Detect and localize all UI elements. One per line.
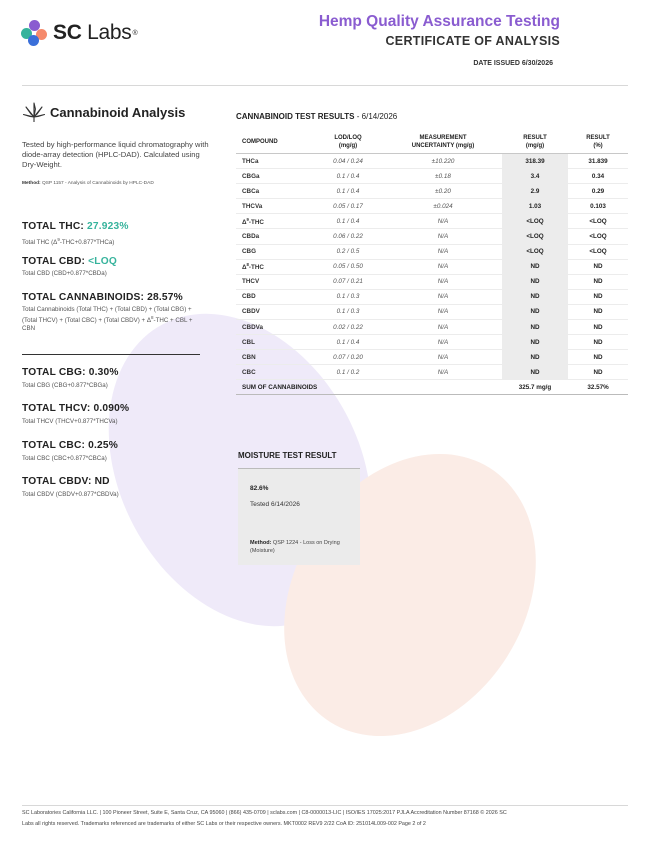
result-pct-value: ND: [568, 304, 628, 319]
compound-name: $\Delta^8$-THC: [236, 259, 312, 274]
report-subtitle: CERTIFICATE OF ANALYSIS: [385, 34, 560, 48]
sc-labs-logo: [21, 20, 138, 46]
footer-divider: [22, 805, 628, 806]
result-mg-value: 1.03: [502, 199, 568, 214]
total-cbc-formula: Total CBC (CBC+0.877*CBCa): [22, 455, 107, 462]
total-cannabinoids: TOTAL CANNABINOIDS: 28.57%: [22, 292, 183, 303]
uncertainty-value: ±0.18: [384, 169, 502, 184]
lod-loq-value: 0.1 / 0.4: [312, 169, 384, 184]
total-cbdv: TOTAL CBDV: ND: [22, 476, 110, 487]
table-row: [236, 199, 628, 214]
table-row: [236, 169, 628, 184]
uncertainty-value: N/A: [384, 350, 502, 365]
table-row: [236, 259, 628, 274]
compound-name: THCVa: [236, 199, 312, 214]
result-mg-value: 318.39: [502, 154, 568, 169]
report-title: Hemp Quality Assurance Testing: [318, 13, 560, 30]
compound-name: CBDVa: [236, 320, 312, 335]
brand-wordmark: SC Labs: [53, 21, 132, 44]
total-cbd-formula: Total CBD (CBD+0.877*CBDa): [22, 270, 107, 277]
result-mg-value: 3.4: [502, 169, 568, 184]
result-pct-value: 31.839: [568, 154, 628, 169]
date-issued: DATE ISSUED 6/30/2026: [473, 60, 553, 67]
total-thc-formula: Total THC $(\Delta^9-THC+0.877*THCa)$: [22, 237, 115, 247]
lod-loq-value: 0.1 / 0.4: [312, 214, 384, 229]
uncertainty-value: N/A: [384, 365, 502, 380]
lod-loq-value: 0.02 / 0.22: [312, 320, 384, 335]
compound-name: CBCa: [236, 184, 312, 199]
uncertainty-value: N/A: [384, 274, 502, 289]
table-row: [236, 365, 628, 380]
sum-mg: 325.7 mg/g: [502, 380, 568, 395]
total-cbc: TOTAL CBC: 0.25%: [22, 440, 119, 451]
result-pct-value: 0.29: [568, 184, 628, 199]
result-mg-value: 2.9: [502, 184, 568, 199]
total-thcv: TOTAL THCV: 0.090%: [22, 403, 130, 414]
lod-loq-value: 0.1 / 0.3: [312, 289, 384, 304]
moisture-method: Method: QSP 1224 - Loss on Drying (Moisture): [250, 540, 340, 554]
method-value: QSP 1157 - Analysis of Cannabinoids by HPLC-DAD: [42, 181, 154, 186]
result-mg-value: ND: [502, 365, 568, 380]
sc-labs-logo-mark-icon: [21, 20, 47, 46]
header-result-mg: RESULT (mg/g): [502, 132, 568, 154]
result-mg-value: ND: [502, 335, 568, 350]
total-thc-value: 27.923%: [87, 221, 129, 232]
method-label: Method:: [22, 181, 41, 186]
compound-name: $\Delta^9$-THC: [236, 214, 312, 229]
uncertainty-value: ±10.220: [384, 154, 502, 169]
lod-loq-value: 0.05 / 0.17: [312, 199, 384, 214]
table-row: [236, 184, 628, 199]
lod-loq-value: 0.1 / 0.4: [312, 335, 384, 350]
compound-name: THCV: [236, 274, 312, 289]
lod-loq-value: 0.07 / 0.20: [312, 350, 384, 365]
uncertainty-value: N/A: [384, 320, 502, 335]
result-pct-value: ND: [568, 350, 628, 365]
header-uncertainty: MEASUREMENT UNCERTAINTY (mg/g): [384, 132, 502, 154]
result-pct-value: ND: [568, 320, 628, 335]
results-table-title: CANNABINOID TEST RESULTS - 6/14/2026: [236, 112, 398, 121]
result-pct-value: 0.34: [568, 169, 628, 184]
results-header-row: [236, 132, 628, 154]
lod-loq-value: 0.1 / 0.2: [312, 365, 384, 380]
result-mg-value: <LOQ: [502, 244, 568, 259]
cannabinoid-method: [22, 181, 154, 186]
table-row: [236, 289, 628, 304]
table-row: [236, 335, 628, 350]
compound-name: CBC: [236, 365, 312, 380]
lod-loq-value: 0.2 / 0.5: [312, 244, 384, 259]
moisture-title: MOISTURE TEST RESULT: [238, 451, 337, 460]
total-cbdv-formula: Total CBDV (CBDV+0.877*CBDVa): [22, 491, 119, 498]
lod-loq-value: 0.1 / 0.3: [312, 304, 384, 319]
cannabis-leaf-icon: [22, 100, 46, 124]
lod-loq-value: 0.07 / 0.21: [312, 274, 384, 289]
total-cbd-label: TOTAL CBD:: [22, 256, 86, 267]
registered-mark-icon: ®: [132, 29, 138, 37]
lod-loq-value: 0.06 / 0.22: [312, 229, 384, 244]
total-cbd: [22, 256, 117, 267]
total-cbd-value: <LOQ: [88, 256, 117, 267]
compound-name: CBL: [236, 335, 312, 350]
uncertainty-value: N/A: [384, 259, 502, 274]
result-mg-value: ND: [502, 289, 568, 304]
method-description: Tested by high-performance liquid chromatography with diode-array detection (HPLC-DAD). Calculated using Dry-Weight.: [22, 140, 209, 170]
table-row: [236, 304, 628, 319]
compound-name: CBD: [236, 289, 312, 304]
total-cbg: TOTAL CBG: 0.30%: [22, 367, 119, 378]
uncertainty-value: ±0.20: [384, 184, 502, 199]
sum-row: [236, 380, 628, 395]
header-compound: COMPOUND: [236, 132, 312, 154]
moisture-result-box: [238, 468, 360, 565]
total-thc-label: TOTAL THC:: [22, 221, 84, 232]
compound-name: THCa: [236, 154, 312, 169]
result-pct-value: 0.103: [568, 199, 628, 214]
total-cannabinoids-formula: Total Cannabinoids (Total THC) + (Total CBD) + (Total CBG) + (Total THCV) + (Total CBC) + (Total CBDV) + $\Delta^8$-THC + CBL + CBN: [22, 306, 193, 333]
table-row: [236, 274, 628, 289]
uncertainty-value: N/A: [384, 214, 502, 229]
uncertainty-value: N/A: [384, 244, 502, 259]
compound-name: CBDV: [236, 304, 312, 319]
footer-line-2: Labs all rights reserved. Trademarks referenced are trademarks of either SC Labs or their respective owners. MKT0002 REV9 2/22 CoA ID: 251014L009-002 Page 2 of 2: [22, 821, 426, 827]
result-mg-value: <LOQ: [502, 214, 568, 229]
cannabinoid-results-table: [236, 132, 628, 395]
table-row: [236, 229, 628, 244]
uncertainty-value: N/A: [384, 229, 502, 244]
compound-name: CBDa: [236, 229, 312, 244]
compound-name: CBN: [236, 350, 312, 365]
table-row: [236, 244, 628, 259]
table-row: [236, 214, 628, 229]
result-mg-value: <LOQ: [502, 229, 568, 244]
result-pct-value: <LOQ: [568, 214, 628, 229]
moisture-tested-date: Tested 6/14/2026: [250, 501, 300, 508]
footer-line-1: SC Laboratories California LLC. | 100 Pioneer Street, Suite E, Santa Cruz, CA 95060 | (866) 435-0709 | sclabs.com | C8-0000013-LIC | ISO/IES 17025:2017 PJLA Accreditation Number 87168 © 2026 SC: [22, 810, 507, 816]
result-pct-value: ND: [568, 335, 628, 350]
uncertainty-value: N/A: [384, 335, 502, 350]
header-lod-loq: LOD/LOQ (mg/g): [312, 132, 384, 154]
sum-pct: 32.57%: [568, 380, 628, 395]
result-mg-value: ND: [502, 320, 568, 335]
result-mg-value: ND: [502, 350, 568, 365]
result-mg-value: ND: [502, 259, 568, 274]
table-row: [236, 154, 628, 169]
uncertainty-value: N/A: [384, 289, 502, 304]
result-mg-value: ND: [502, 274, 568, 289]
moisture-value: 82.6%: [250, 485, 269, 492]
cannabinoid-analysis-title: Cannabinoid Analysis: [50, 104, 186, 120]
result-pct-value: ND: [568, 289, 628, 304]
total-cbg-formula: Total CBG (CBG+0.877*CBGa): [22, 382, 108, 389]
table-row: [236, 320, 628, 335]
result-mg-value: ND: [502, 304, 568, 319]
table-row: [236, 350, 628, 365]
result-pct-value: ND: [568, 274, 628, 289]
lod-loq-value: 0.04 / 0.24: [312, 154, 384, 169]
sum-label: SUM OF CANNABINOIDS: [236, 380, 502, 395]
left-divider: [22, 354, 200, 355]
uncertainty-value: N/A: [384, 304, 502, 319]
result-pct-value: ND: [568, 365, 628, 380]
cannabinoid-analysis-header: [22, 100, 185, 124]
lod-loq-value: 0.05 / 0.50: [312, 259, 384, 274]
lod-loq-value: 0.1 / 0.4: [312, 184, 384, 199]
header-result-pct: RESULT (%): [568, 132, 628, 154]
uncertainty-value: ±0.024: [384, 199, 502, 214]
result-pct-value: ND: [568, 259, 628, 274]
total-thcv-formula: Total THCV (THCV+0.877*THCVa): [22, 418, 118, 425]
result-pct-value: <LOQ: [568, 244, 628, 259]
result-pct-value: <LOQ: [568, 229, 628, 244]
header-divider: [22, 85, 628, 86]
compound-name: CBG: [236, 244, 312, 259]
total-thc: [22, 221, 129, 232]
compound-name: CBGa: [236, 169, 312, 184]
